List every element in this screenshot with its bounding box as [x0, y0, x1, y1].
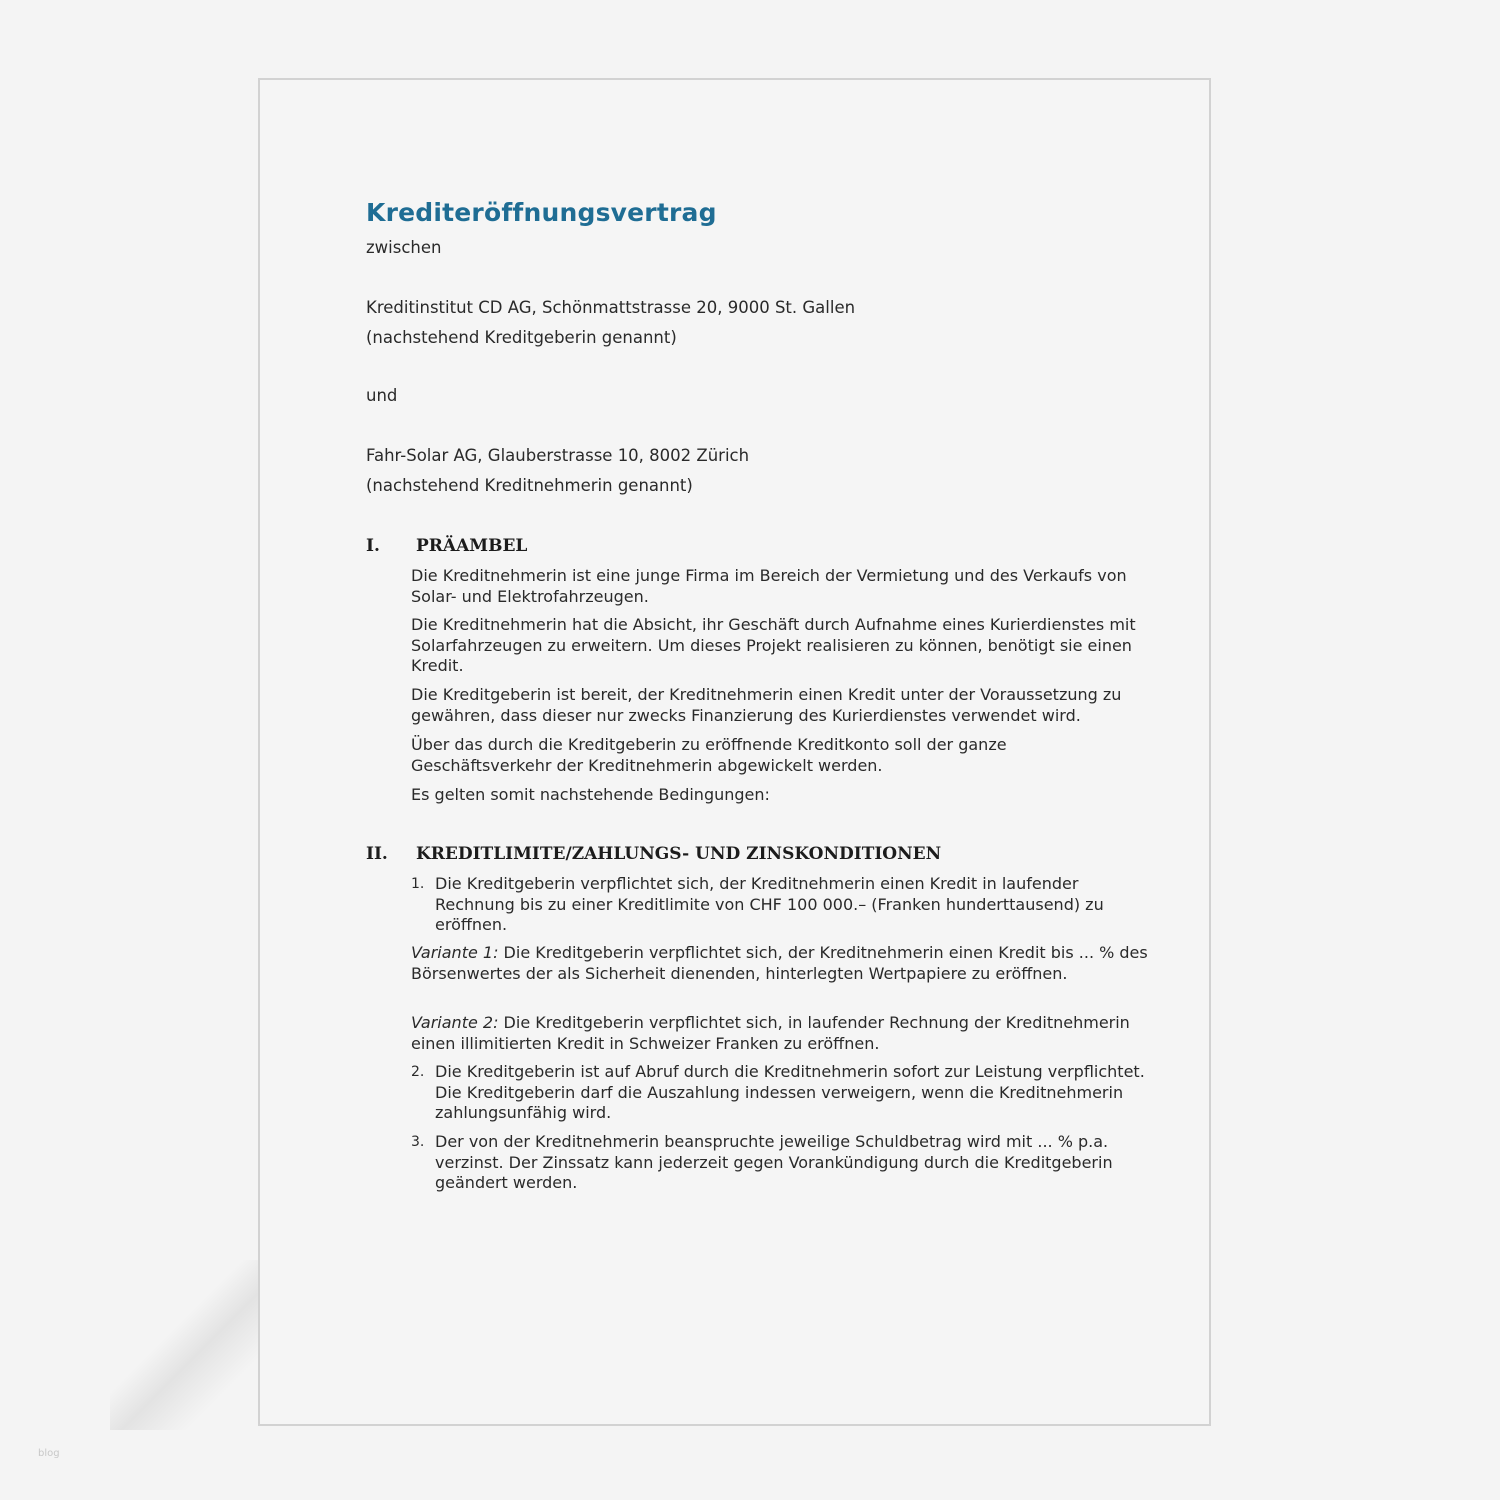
variant-2-label: Variante 2: — [411, 1013, 499, 1032]
section2-heading — [366, 844, 941, 864]
variant-1-text: Die Kreditgeberin verpflichtet sich, der Kreditnehmerin einen Kredit bis ... % des Börsenwertes der als Sicherheit dienenden, hinterlegten Wertpapiere zu eröffnen. — [411, 943, 1148, 983]
document-title: Krediteröffnungsvertrag — [366, 198, 717, 227]
preamble-paragraph: Über das durch die Kreditgeberin zu eröffnende Kreditkonto soll der ganze Geschäftsverkehr der Kreditnehmerin abgewickelt werden. — [411, 735, 1007, 775]
section1-title: PRÄAMBEL — [416, 536, 528, 556]
document-page — [258, 78, 1211, 1426]
variant-1-label: Variante 1: — [411, 943, 499, 962]
between-label: zwischen — [366, 238, 442, 257]
section2-number: II. — [366, 844, 388, 864]
section1-heading — [366, 536, 527, 556]
condition-item-1 — [411, 874, 1151, 936]
item-number: 1. — [411, 876, 425, 892]
variant-2-text: Die Kreditgeberin verpflichtet sich, in laufender Rechnung der Kreditnehmerin einen illimitierten Kredit in Schweizer Franken zu eröffnen. — [411, 1013, 1130, 1053]
item-number: 3. — [411, 1134, 425, 1150]
party1-address: Kreditinstitut CD AG, Schönmattstrasse 20, 9000 St. Gallen — [366, 298, 856, 317]
party2-role: (nachstehend Kreditnehmerin genannt) — [366, 476, 693, 495]
item-text: Die Kreditgeberin verpflichtet sich, der Kreditnehmerin einen Kredit in laufender Rechnung bis zu einer Kreditlimite von CHF 100 000.– (Franken hunderttausend) zu eröffnen. — [435, 874, 1104, 934]
variant-1 — [411, 943, 1151, 984]
section1-number: I. — [366, 536, 380, 556]
page-shadow — [110, 1260, 270, 1430]
and-label: und — [366, 386, 398, 405]
preamble-paragraph: Die Kreditnehmerin ist eine junge Firma im Bereich der Vermietung und des Verkaufs von Solar- und Elektrofahrzeugen. — [411, 566, 1127, 606]
preamble-paragraph: Die Kreditgeberin ist bereit, der Kreditnehmerin einen Kredit unter der Voraussetzung zu gewähren, dass dieser nur zwecks Finanzierung des Kurierdienstes verwendet wird. — [411, 685, 1122, 725]
item-text: Der von der Kreditnehmerin beanspruchte jeweilige Schuldbetrag wird mit ... % p.a. verzinst. Der Zinssatz kann jederzeit gegen Vorankündigung durch die Kreditgeberin geändert werden. — [435, 1132, 1113, 1192]
preamble-paragraph: Es gelten somit nachstehende Bedingungen: — [411, 785, 770, 804]
item-number: 2. — [411, 1064, 425, 1080]
item-text: Die Kreditgeberin ist auf Abruf durch die Kreditnehmerin sofort zur Leistung verpflichtet. Die Kreditgeberin darf die Auszahlung indessen verweigern, wenn die Kreditnehmerin zahlungsunfähig wird. — [435, 1062, 1145, 1122]
section2-title: KREDITLIMITE/ZAHLUNGS- UND ZINSKONDITIONEN — [416, 844, 942, 864]
condition-item-3 — [411, 1132, 1151, 1194]
party2-address: Fahr-Solar AG, Glauberstrasse 10, 8002 Zürich — [366, 446, 750, 465]
variant-2 — [411, 1013, 1151, 1054]
preamble-paragraph: Die Kreditnehmerin hat die Absicht, ihr Geschäft durch Aufnahme eines Kurierdienstes mit Solarfahrzeugen zu erweitern. Um dieses Projekt realisieren zu können, benötigt sie einen Kredit. — [411, 615, 1136, 675]
watermark-text: blog — [38, 1448, 60, 1459]
party1-role: (nachstehend Kreditgeberin genannt) — [366, 328, 677, 347]
condition-item-2 — [411, 1062, 1151, 1124]
